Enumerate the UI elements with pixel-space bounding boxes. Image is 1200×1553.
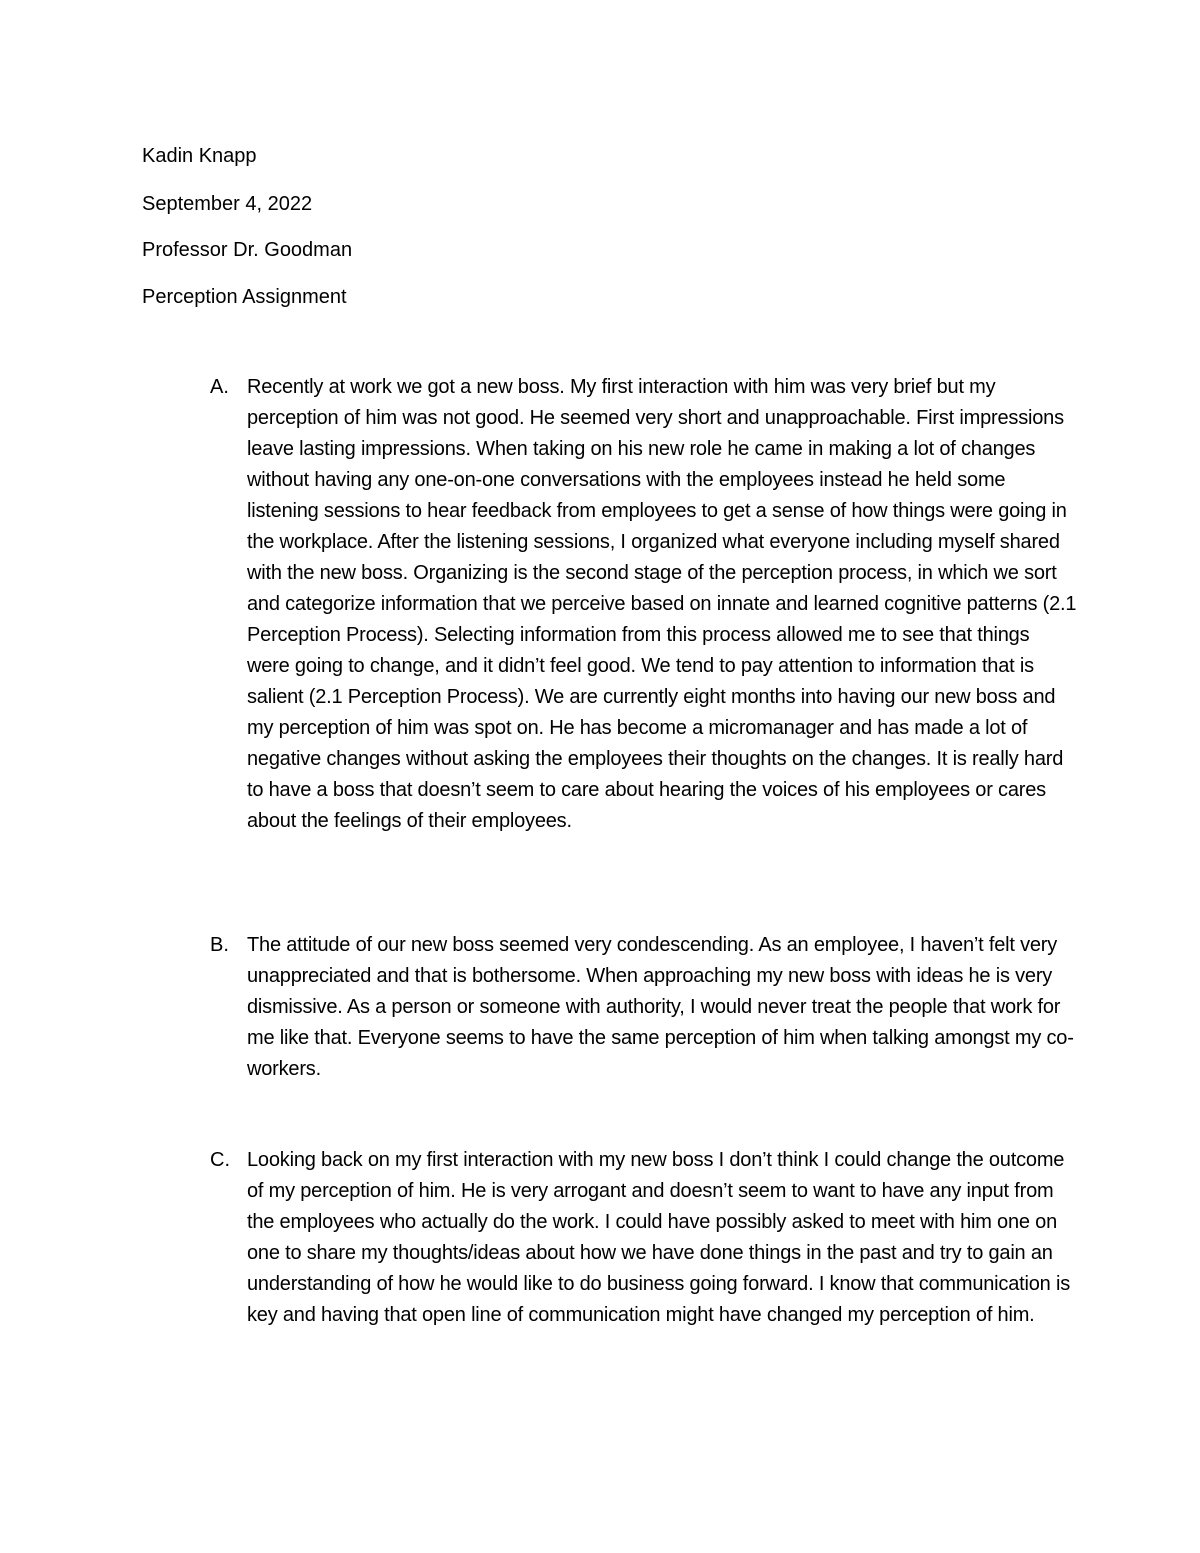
document-date: September 4, 2022	[142, 193, 313, 215]
list-item-label: A.	[210, 376, 229, 398]
author-name: Kadin Knapp	[142, 145, 257, 167]
list-item-text: The attitude of our new boss seemed very condescending. As an employee, I haven’t felt very unappreciated and that is bothersome. When approaching my new boss with ideas he is very dismissive. As a person or someone with authority, I would never treat the people that work for me like that. Everyone seems to have the same perception of him when talking amongst my co-workers.	[247, 934, 1074, 1080]
list-item-label: B.	[210, 934, 229, 956]
assignment-title: Perception Assignment	[142, 286, 347, 308]
professor-name: Professor Dr. Goodman	[142, 239, 353, 261]
list-item-text: Looking back on my first interaction with my new boss I don’t think I could change the outcome of my perception of him. He is very arrogant and doesn’t seem to want to have any input from the employees who actually do the work. I could have possibly asked to meet with him one on one to share my thoughts/ideas about how we have done things in the past and try to gain an understanding of how he would like to do business going forward. I know that communication is key and having that open line of communication might have changed my perception of him.	[247, 1149, 1070, 1326]
list-item-text: Recently at work we got a new boss. My first interaction with him was very brief but my perception of him was not good. He seemed very short and unapproachable. First impressions leave lasting impressions. When taking on his new role he came in making a lot of changes without having any one-on-one conversations with the employees instead he held some listening sessions to hear feedback from employees to get a sense of how things were going in the workplace. After the listening sessions, I organized what everyone including myself shared with the new boss. Organizing is the second stage of the perception process, in which we sort and categorize information that we perceive based on innate and learned cognitive patterns (2.1 Perception Process). Selecting information from this process allowed me to see that things were going to change, and it didn’t feel good. We tend to pay attention to information that is salient (2.1 Perception Process). We are currently eight months into having our new boss and my perception of him was spot on. He has become a micromanager and has made a lot of negative changes without asking the employees their thoughts on the changes. It is really hard to have a boss that doesn’t seem to care about hearing the voices of his employees or cares about the feelings of their employees.	[247, 376, 1077, 832]
list-item-label: C.	[210, 1149, 230, 1171]
